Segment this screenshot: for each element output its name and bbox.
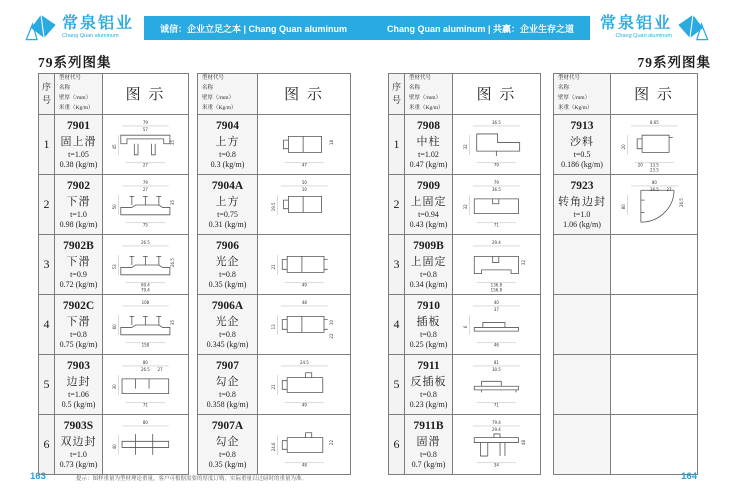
svg-text:60: 60 <box>112 324 118 330</box>
profile-code: 7907A <box>211 419 244 432</box>
profile-weight: 0.345 (kg/m) <box>206 339 249 349</box>
svg-text:10: 10 <box>301 186 307 192</box>
svg-text:80: 80 <box>620 204 626 210</box>
profile-spec <box>55 414 103 474</box>
empty-row <box>554 354 698 414</box>
profile-code: 7906 <box>216 239 239 252</box>
svg-text:79: 79 <box>493 162 500 168</box>
row-index: 5 <box>39 354 55 414</box>
profile-thickness: t=0.8 <box>420 269 437 279</box>
svg-text:80: 80 <box>142 360 149 366</box>
svg-text:57: 57 <box>142 126 149 132</box>
svg-text:6: 6 <box>463 325 469 329</box>
row-index: 4 <box>389 294 405 354</box>
profile-thickness: t=0.5 <box>573 149 591 159</box>
profile-diagram <box>111 118 180 172</box>
svg-text:80: 80 <box>651 180 657 186</box>
svg-text:27: 27 <box>157 366 163 372</box>
svg-text:10: 10 <box>328 320 334 326</box>
row-index: 3 <box>389 234 405 294</box>
table-header-row <box>198 74 351 115</box>
svg-text:35: 35 <box>170 320 176 326</box>
profile-code: 7904A <box>211 179 244 192</box>
profile-thickness: t=1.0 <box>70 209 87 219</box>
table-header-row <box>39 74 189 115</box>
svg-text:30: 30 <box>112 384 118 390</box>
page-title-left: 79系列图集 <box>38 55 112 70</box>
page-number-right: 164 <box>681 471 697 482</box>
logo-right <box>600 13 710 43</box>
profile-spec <box>198 294 258 354</box>
svg-text:79.4: 79.4 <box>492 420 501 426</box>
profile-spec <box>405 354 453 414</box>
svg-text:108: 108 <box>141 300 150 306</box>
svg-text:45: 45 <box>112 144 118 150</box>
profile-name: 固滑 <box>416 435 441 448</box>
svg-text:26.5: 26.5 <box>141 240 150 246</box>
profile-spec <box>55 114 103 174</box>
profile-weight: 0.34 (kg/m) <box>409 279 448 289</box>
col-header-spec: 型材代号 名称 壁厚（/mm） 米重（Kg/m） <box>198 74 258 115</box>
svg-text:46: 46 <box>493 342 500 348</box>
profile-name: 上固定 <box>410 195 447 208</box>
svg-text:13.5: 13.5 <box>649 162 659 168</box>
col-header-diagram: 图 示 <box>258 74 351 115</box>
profile-thickness: t=0.8 <box>219 449 236 459</box>
profile-code: 7903 <box>67 359 90 372</box>
svg-text:34: 34 <box>493 462 500 468</box>
profile-thickness: t=0.8 <box>420 329 437 339</box>
row-index: 6 <box>389 414 405 474</box>
profile-spec <box>55 354 103 414</box>
profile-diagram <box>462 178 531 232</box>
profile-code: 7910 <box>417 299 440 312</box>
profile-name: 上方 <box>215 195 240 208</box>
profile-diagram <box>270 118 339 172</box>
svg-text:26.5: 26.5 <box>170 258 176 268</box>
profile-code: 7911 <box>417 359 440 372</box>
profile-diagram-cell <box>258 174 351 234</box>
profile-code: 7908 <box>417 119 440 132</box>
svg-text:79: 79 <box>142 180 149 186</box>
row-index: 5 <box>389 354 405 414</box>
svg-text:21: 21 <box>270 384 276 390</box>
profile-name: 勾企 <box>215 435 240 448</box>
empty-row <box>554 414 698 474</box>
profile-spec <box>405 414 453 474</box>
profile-diagram-cell <box>611 114 698 174</box>
svg-text:20: 20 <box>637 162 643 168</box>
profile-thickness: t=0.8 <box>420 389 437 399</box>
profile-diagram-cell <box>258 234 351 294</box>
profile-code: 7923 <box>570 179 594 192</box>
profile-diagram <box>111 358 180 412</box>
profile-code: 7907 <box>216 359 239 372</box>
svg-text:26.5: 26.5 <box>649 186 659 192</box>
profile-diagram <box>111 178 180 232</box>
profile-row <box>389 234 541 294</box>
profile-diagram-cell <box>453 234 541 294</box>
profile-diagram-cell <box>258 354 351 414</box>
profile-diagram-cell <box>258 114 351 174</box>
profile-thickness: t=0.8 <box>219 149 236 159</box>
profile-weight: 0.23 (kg/m) <box>409 399 448 409</box>
profile-spec <box>198 114 258 174</box>
empty-diagram-cell <box>611 234 698 294</box>
profile-diagram-cell <box>103 114 189 174</box>
col-header-diagram: 图 示 <box>453 74 541 115</box>
profile-diagram-cell <box>453 294 541 354</box>
profile-row <box>198 354 351 414</box>
row-index: 2 <box>39 174 55 234</box>
svg-text:49: 49 <box>301 402 307 408</box>
profile-name: 下滑 <box>66 315 91 328</box>
profile-name: 插板 <box>416 315 441 328</box>
svg-text:48: 48 <box>301 462 307 468</box>
svg-text:37: 37 <box>493 306 500 312</box>
empty-diagram-cell <box>611 294 698 354</box>
profile-spec <box>405 114 453 174</box>
row-index: 1 <box>39 114 55 174</box>
profile-diagram-cell <box>103 234 189 294</box>
svg-text:47: 47 <box>301 162 307 168</box>
svg-text:18: 18 <box>328 140 334 146</box>
header-banner <box>144 16 590 40</box>
table-header-row <box>554 74 698 115</box>
profile-table-c-mount <box>388 73 541 475</box>
profile-diagram <box>620 178 689 232</box>
logo-left-name: 常泉铝业 <box>62 15 135 33</box>
profile-name: 光企 <box>215 315 240 328</box>
svg-text:27: 27 <box>142 186 149 192</box>
profile-diagram <box>462 238 531 292</box>
profile-weight: 0.186 (kg/m) <box>561 159 603 169</box>
profile-weight: 0.5 (kg/m) <box>61 399 96 409</box>
svg-text:158: 158 <box>141 342 150 348</box>
profile-code: 7902 <box>67 179 90 192</box>
svg-text:156.8: 156.8 <box>490 287 503 293</box>
profile-diagram-cell <box>258 414 351 474</box>
profile-diagram-cell <box>258 294 351 354</box>
row-index: 1 <box>389 114 405 174</box>
profile-diagram-cell <box>103 174 189 234</box>
profile-spec <box>405 294 453 354</box>
empty-row <box>554 294 698 354</box>
empty-diagram-cell <box>611 354 698 414</box>
profile-weight: 0.35 (kg/m) <box>208 459 247 469</box>
svg-text:21: 21 <box>270 264 276 270</box>
page-number-left: 163 <box>30 471 46 482</box>
profile-weight: 0.75 (kg/m) <box>59 339 98 349</box>
row-index: 2 <box>389 174 405 234</box>
svg-text:36.5: 36.5 <box>492 186 501 192</box>
col-header-index: 序 号 <box>39 74 55 115</box>
svg-text:79: 79 <box>142 120 149 126</box>
profile-spec <box>55 294 103 354</box>
profile-code: 7909B <box>413 239 444 252</box>
svg-text:32: 32 <box>463 144 469 150</box>
col-header-spec: 型材代号 名称 壁厚（/mm） 米重（Kg/m） <box>405 74 453 115</box>
svg-text:26.5: 26.5 <box>141 366 150 372</box>
profile-diagram <box>462 358 531 412</box>
profile-diagram-cell <box>453 414 541 474</box>
profile-diagram-cell <box>453 174 541 234</box>
svg-text:24.6: 24.6 <box>270 442 276 452</box>
profile-row <box>39 414 189 474</box>
svg-text:136.8: 136.8 <box>490 282 503 288</box>
col-header-index: 序 号 <box>389 74 405 115</box>
row-index: 6 <box>39 414 55 474</box>
col-header-diagram: 图 示 <box>611 74 698 115</box>
profile-diagram-cell <box>453 114 541 174</box>
profile-row <box>198 414 351 474</box>
svg-text:29.4: 29.4 <box>492 426 501 432</box>
svg-text:32: 32 <box>463 204 469 210</box>
profile-row <box>198 114 351 174</box>
row-index: 4 <box>39 294 55 354</box>
profile-row <box>389 294 541 354</box>
profile-thickness: t=1.02 <box>418 149 439 159</box>
profile-thickness: t=1.05 <box>68 149 89 159</box>
footer-note: 提示：图样重量为型材理论重量，客户可根据需要的厚度订购，实际重量以过磅时的重量为准。 <box>76 476 308 482</box>
profile-spec <box>198 234 258 294</box>
profile-thickness: t=0.8 <box>219 269 236 279</box>
logo-right-sub: Chang Quan aluminum <box>615 33 672 40</box>
col-header-spec: 型材代号 名称 壁厚（/mm） 米重（Kg/m） <box>55 74 103 115</box>
svg-text:40: 40 <box>493 300 500 306</box>
profile-diagram <box>270 238 339 292</box>
profile-weight: 0.43 (kg/m) <box>409 219 448 229</box>
profile-name: 上固定 <box>410 255 447 268</box>
profile-diagram <box>270 298 339 352</box>
svg-text:13: 13 <box>270 324 276 330</box>
svg-text:79: 79 <box>493 180 500 186</box>
profile-name: 边封 <box>66 375 91 388</box>
svg-text:49: 49 <box>301 282 307 288</box>
profile-weight: 0.72 (kg/m) <box>59 279 98 289</box>
empty-spec-cell <box>554 354 611 414</box>
catalog-content <box>0 47 730 498</box>
profile-table-c <box>388 73 541 475</box>
logo-diamond-icon <box>676 13 710 43</box>
profile-name: 转角边封 <box>558 195 606 208</box>
profile-thickness: t=0.94 <box>418 209 439 219</box>
profile-spec <box>198 354 258 414</box>
svg-text:81: 81 <box>493 360 500 366</box>
profile-code: 7906A <box>211 299 244 312</box>
profile-table-d-mount <box>553 73 698 475</box>
profile-spec <box>405 234 453 294</box>
page-header <box>0 0 730 47</box>
profile-thickness: t=0.75 <box>217 209 238 219</box>
profile-row <box>198 234 351 294</box>
profile-spec <box>405 174 453 234</box>
profile-table-b <box>197 73 351 475</box>
svg-text:26.5: 26.5 <box>678 198 684 208</box>
profile-name: 光企 <box>215 255 240 268</box>
profile-spec <box>55 234 103 294</box>
svg-text:23.5: 23.5 <box>649 167 659 173</box>
profile-diagram <box>462 298 531 352</box>
profile-thickness: t=1.0 <box>573 209 591 219</box>
profile-diagram <box>620 118 689 172</box>
logo-diamond-icon <box>24 13 58 43</box>
profile-diagram <box>462 418 531 472</box>
profile-name: 下滑 <box>66 255 91 268</box>
profile-diagram-cell <box>453 354 541 414</box>
profile-thickness: t=1.06 <box>68 389 89 399</box>
svg-text:30.5: 30.5 <box>492 366 501 372</box>
profile-weight: 0.25 (kg/m) <box>409 339 448 349</box>
svg-text:53: 53 <box>112 264 118 270</box>
profile-diagram-cell <box>103 414 189 474</box>
profile-row <box>39 234 189 294</box>
profile-thickness: t=0.8 <box>219 389 236 399</box>
profile-diagram <box>270 418 339 472</box>
svg-text:71: 71 <box>493 402 500 408</box>
profile-thickness: t=0.8 <box>70 329 87 339</box>
logo-left-sub: Chang Quan aluminum <box>62 33 119 40</box>
svg-text:27: 27 <box>666 186 672 192</box>
profile-weight: 0.31 (kg/m) <box>208 219 247 229</box>
profile-table-a <box>38 73 189 475</box>
profile-code: 7911B <box>413 419 444 432</box>
empty-spec-cell <box>554 294 611 354</box>
svg-text:22: 22 <box>328 333 334 339</box>
profile-row <box>39 174 189 234</box>
svg-text:27: 27 <box>142 162 149 168</box>
logo-right-name: 常泉铝业 <box>599 15 672 33</box>
row-index: 3 <box>39 234 55 294</box>
logo-left <box>24 13 134 43</box>
svg-text:24.5: 24.5 <box>299 360 309 366</box>
svg-text:35: 35 <box>170 200 176 206</box>
profile-diagram <box>270 178 339 232</box>
profile-code: 7909 <box>417 179 440 192</box>
svg-text:71: 71 <box>493 222 500 228</box>
svg-text:40: 40 <box>112 444 118 450</box>
profile-spec <box>198 174 258 234</box>
profile-weight: 0.358 (kg/m) <box>206 399 249 409</box>
svg-text:48: 48 <box>301 300 307 306</box>
profile-table-a-mount <box>38 73 189 475</box>
profile-weight: 0.38 (kg/m) <box>59 159 98 169</box>
profile-thickness: t=0.8 <box>219 329 236 339</box>
profile-name: 沙料 <box>570 135 594 148</box>
profile-diagram <box>270 358 339 412</box>
banner-slogan-right: Chang Quan aluminum | 共赢：企业生存之道 <box>386 23 574 34</box>
profile-weight: 0.47 (kg/m) <box>409 159 448 169</box>
svg-text:48: 48 <box>521 440 527 446</box>
profile-row <box>554 114 698 174</box>
profile-diagram <box>111 418 180 472</box>
profile-row <box>554 174 698 234</box>
profile-spec <box>55 174 103 234</box>
profile-weight: 1.06 (kg/m) <box>563 219 601 229</box>
svg-text:19.5: 19.5 <box>270 202 276 212</box>
col-header-diagram: 图 示 <box>103 74 189 115</box>
profile-code: 7902C <box>62 299 95 312</box>
svg-text:79.4: 79.4 <box>141 287 150 293</box>
profile-weight: 0.3 (kg/m) <box>210 159 245 169</box>
profile-code: 7902B <box>63 239 94 252</box>
table-header-row <box>389 74 541 115</box>
profile-name: 反插板 <box>410 375 447 388</box>
svg-text:20: 20 <box>620 144 626 150</box>
profile-row <box>389 414 541 474</box>
profile-table-d <box>553 73 698 475</box>
profile-row <box>39 354 189 414</box>
profile-diagram <box>111 238 180 292</box>
profile-row <box>39 294 189 354</box>
page-title-right: 79系列图集 <box>637 55 711 70</box>
profile-row <box>198 294 351 354</box>
profile-weight: 0.98 (kg/m) <box>59 219 98 229</box>
profile-name: 固上滑 <box>60 135 97 148</box>
profile-diagram-cell <box>103 354 189 414</box>
profile-weight: 0.35 (kg/m) <box>208 279 247 289</box>
profile-diagram-cell <box>611 174 698 234</box>
profile-name: 勾企 <box>215 375 240 388</box>
svg-text:22: 22 <box>328 440 334 446</box>
profile-spec <box>554 114 611 174</box>
profile-diagram <box>462 118 531 172</box>
profile-code: 7903S <box>63 419 94 432</box>
profile-diagram-cell <box>103 294 189 354</box>
svg-text:80: 80 <box>142 420 149 426</box>
empty-diagram-cell <box>611 414 698 474</box>
profile-weight: 0.7 (kg/m) <box>411 459 446 469</box>
profile-name: 双边封 <box>60 435 97 448</box>
col-header-spec: 型材代号 名称 壁厚（/mm） 米重（Kg/m） <box>554 74 611 115</box>
svg-text:50: 50 <box>301 180 307 186</box>
empty-spec-cell <box>554 234 611 294</box>
profile-row <box>389 114 541 174</box>
profile-table-b-mount <box>197 73 351 475</box>
profile-code: 7904 <box>216 119 239 132</box>
profile-row <box>198 174 351 234</box>
profile-spec <box>198 414 258 474</box>
profile-row <box>389 174 541 234</box>
profile-name: 上方 <box>215 135 240 148</box>
profile-code: 7901 <box>67 119 90 132</box>
svg-text:29.4: 29.4 <box>492 240 501 246</box>
svg-text:50: 50 <box>112 204 118 210</box>
svg-text:35: 35 <box>170 140 176 146</box>
profile-thickness: t=1.0 <box>70 449 87 459</box>
profile-thickness: t=0.8 <box>420 449 437 459</box>
profile-weight: 0.73 (kg/m) <box>59 459 98 469</box>
profile-name: 下滑 <box>66 195 91 208</box>
empty-row <box>554 234 698 294</box>
profile-diagram <box>111 298 180 352</box>
profile-row <box>39 114 189 174</box>
empty-spec-cell <box>554 414 611 474</box>
svg-text:69.4: 69.4 <box>141 282 150 288</box>
profile-name: 中柱 <box>416 135 441 148</box>
profile-row <box>389 354 541 414</box>
svg-text:32: 32 <box>521 260 527 266</box>
svg-text:8.65: 8.65 <box>649 120 659 126</box>
profile-spec <box>554 174 611 234</box>
svg-text:71: 71 <box>142 402 149 408</box>
profile-thickness: t=0.9 <box>70 269 87 279</box>
svg-text:75: 75 <box>142 222 149 228</box>
profile-code: 7913 <box>570 119 594 132</box>
banner-slogan-left: 诚信：企业立足之本 | Chang Quan aluminum <box>160 23 348 34</box>
svg-text:36.5: 36.5 <box>492 120 501 126</box>
